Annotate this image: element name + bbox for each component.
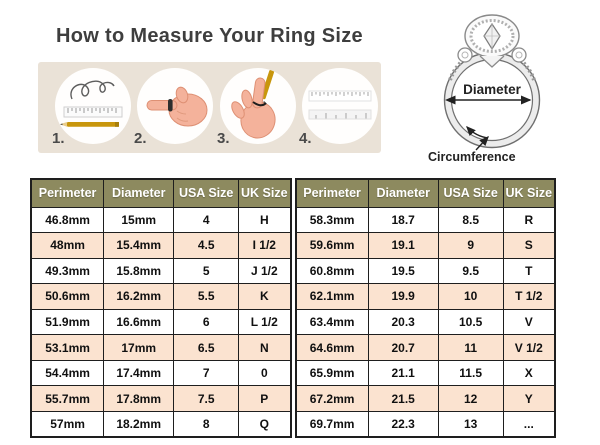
measuring-strips-icon (302, 68, 378, 144)
table-row (296, 207, 556, 233)
step-1-circle (55, 68, 131, 144)
pointing-hand-with-ring-icon (137, 68, 213, 144)
table-row (296, 309, 556, 335)
size-table-right (295, 178, 557, 438)
diamond-ring-icon (420, 0, 576, 170)
column-header-diameter: Diameter (368, 179, 438, 207)
table-cell: 15mm (104, 207, 174, 233)
size-table-left (30, 178, 292, 438)
table-header-row (31, 179, 291, 207)
table-row (31, 207, 291, 233)
step-2-circle (137, 68, 213, 144)
column-header-perimeter: Perimeter (31, 179, 104, 207)
table-row (296, 258, 556, 284)
table-cell: X (503, 360, 555, 386)
table-cell: 22.3 (368, 411, 438, 437)
table-cell: V 1/2 (503, 335, 555, 361)
table-cell: 18.2mm (104, 411, 174, 437)
table-cell: 64.6mm (296, 335, 369, 361)
diameter-label: Diameter (463, 82, 521, 97)
column-header-usa-size: USA Size (438, 179, 503, 207)
table-cell: 17.4mm (104, 360, 174, 386)
circumference-label: Circumference (428, 150, 516, 164)
table-cell: 10.5 (438, 309, 503, 335)
table-cell: I 1/2 (239, 233, 291, 259)
table-row (296, 335, 556, 361)
table-row (31, 386, 291, 412)
table-cell: R (503, 207, 555, 233)
table-cell: 21.5 (368, 386, 438, 412)
table-cell: 18.7 (368, 207, 438, 233)
table-cell: 11.5 (438, 360, 503, 386)
table-cell: T (503, 258, 555, 284)
table-cell: 9.5 (438, 258, 503, 284)
table-row (31, 335, 291, 361)
table-cell: 51.9mm (31, 309, 104, 335)
table-cell: 13 (438, 411, 503, 437)
ring-diagram (420, 0, 576, 170)
table-cell: 19.1 (368, 233, 438, 259)
table-cell: J 1/2 (239, 258, 291, 284)
table-cell: 7 (174, 360, 239, 386)
table-cell: Y (503, 386, 555, 412)
table-row (296, 284, 556, 310)
table-cell: ... (503, 411, 555, 437)
table-cell: T 1/2 (503, 284, 555, 310)
table-cell: 53.1mm (31, 335, 104, 361)
table-cell: 17.8mm (104, 386, 174, 412)
table-header-row (296, 179, 556, 207)
table-cell: 16.2mm (104, 284, 174, 310)
table-cell: 58.3mm (296, 207, 369, 233)
table-cell: 60.8mm (296, 258, 369, 284)
table-cell: 6.5 (174, 335, 239, 361)
step-3-circle (220, 68, 296, 144)
table-cell: V (503, 309, 555, 335)
table-row (296, 233, 556, 259)
string-wrapped-finger-pencil-icon (220, 68, 296, 144)
table-cell: N (239, 335, 291, 361)
table-cell: 0 (239, 360, 291, 386)
table-cell: 11 (438, 335, 503, 361)
table-row (296, 411, 556, 437)
table-cell: 54.4mm (31, 360, 104, 386)
table-cell: 63.4mm (296, 309, 369, 335)
table-cell: 19.9 (368, 284, 438, 310)
table-cell: 15.4mm (104, 233, 174, 259)
step-1-number: 1. (52, 130, 65, 147)
step-3-number: 3. (217, 130, 230, 147)
table-cell: 20.3 (368, 309, 438, 335)
table-cell: 15.8mm (104, 258, 174, 284)
table-cell: 9 (438, 233, 503, 259)
table-cell: 62.1mm (296, 284, 369, 310)
table-cell: 59.6mm (296, 233, 369, 259)
table-cell: 16.6mm (104, 309, 174, 335)
table-row (31, 411, 291, 437)
table-cell: L 1/2 (239, 309, 291, 335)
table-cell: 8 (174, 411, 239, 437)
table-cell: 55.7mm (31, 386, 104, 412)
table-cell: 10 (438, 284, 503, 310)
table-cell: 21.1 (368, 360, 438, 386)
table-row (296, 386, 556, 412)
step-4-circle (302, 68, 378, 144)
column-header-usa-size: USA Size (174, 179, 239, 207)
table-cell: 4.5 (174, 233, 239, 259)
table-row (31, 309, 291, 335)
step-4-number: 4. (299, 130, 312, 147)
string-ruler-pencil-icon (55, 68, 131, 144)
table-cell: 19.5 (368, 258, 438, 284)
table-cell: 5.5 (174, 284, 239, 310)
column-header-uk-size: UK Size (239, 179, 291, 207)
table-cell: Q (239, 411, 291, 437)
table-cell: 50.6mm (31, 284, 104, 310)
column-header-perimeter: Perimeter (296, 179, 369, 207)
table-cell: 46.8mm (31, 207, 104, 233)
table-cell: K (239, 284, 291, 310)
table-cell: H (239, 207, 291, 233)
page-title: How to Measure Your Ring Size (56, 25, 363, 47)
column-header-diameter: Diameter (104, 179, 174, 207)
table-row (31, 233, 291, 259)
table-cell: 69.7mm (296, 411, 369, 437)
table-cell: 6 (174, 309, 239, 335)
table-cell: 17mm (104, 335, 174, 361)
table-cell: 5 (174, 258, 239, 284)
table-cell: 67.2mm (296, 386, 369, 412)
table-cell: S (503, 233, 555, 259)
table-row (31, 258, 291, 284)
step-2-number: 2. (134, 130, 147, 147)
table-cell: 8.5 (438, 207, 503, 233)
table-cell: 48mm (31, 233, 104, 259)
table-row (31, 284, 291, 310)
table-cell: 49.3mm (31, 258, 104, 284)
table-cell: 65.9mm (296, 360, 369, 386)
how-to-banner (38, 62, 381, 153)
table-cell: 7.5 (174, 386, 239, 412)
table-row (296, 360, 556, 386)
table-row (31, 360, 291, 386)
size-conversion-tables (30, 178, 556, 438)
table-cell: 57mm (31, 411, 104, 437)
table-cell: 12 (438, 386, 503, 412)
table-cell: 4 (174, 207, 239, 233)
table-cell: P (239, 386, 291, 412)
column-header-uk-size: UK Size (503, 179, 555, 207)
table-cell: 20.7 (368, 335, 438, 361)
